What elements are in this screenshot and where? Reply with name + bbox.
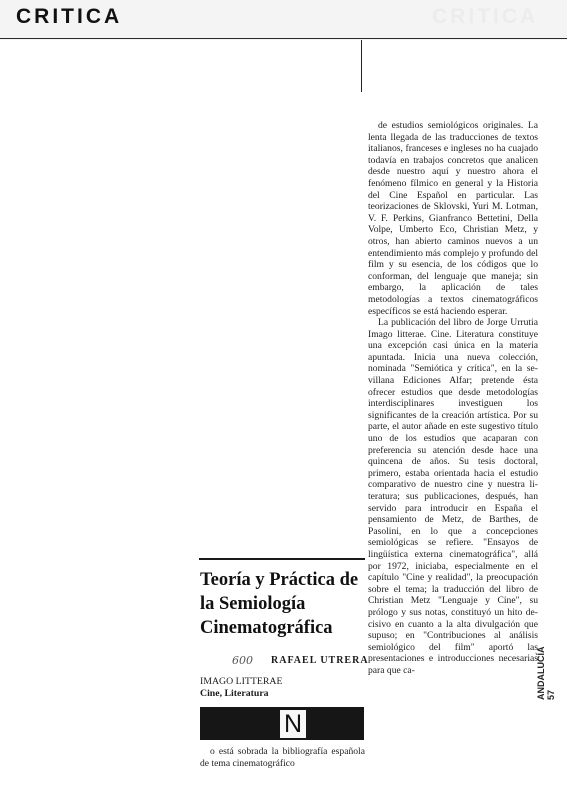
handwritten-note: 600 <box>232 654 253 667</box>
title-rule <box>199 558 365 560</box>
column-paragraph-1: de estudios semiológicos originales. La lenta llegada de las traducciones de textos italianos, franceses e ingleses no ha cuajado todavía en trabajos concretos que analicen desde nuestro aquí y nuestro ahora el fenómeno fílmico en general y la Historia del Cine Español en particular. Las teorizaciones de Sklovski, Yuri M. Lotman, V. F. Perkins, Gianfranco Bettetini, Della Volpe, Umberto Eco, Christian Metz, y otros, han abierto caminos nuevos a un entendimiento más complejo y profundo del film y su esencia, de los códigos que lo conforman, del lenguaje que maneja; sin embargo, la aplicación de tales metodologías a textos cinematográficos específicos se está haciendo esperar. <box>368 120 538 317</box>
header-rule <box>0 38 567 39</box>
bleed-through-text: CRITICA <box>432 5 539 28</box>
article-lead <box>200 746 365 769</box>
section-header <box>0 0 567 40</box>
lead-paragraph: o está sobrada la bibliografía española de tema cinematográfico <box>200 746 365 769</box>
column-divider <box>361 40 362 92</box>
dropcap-letter: N <box>280 710 306 738</box>
page-folio: ANDALUCÍA 57 <box>536 646 556 700</box>
publication-subtitle: Cine, Literatura <box>200 688 269 699</box>
article-author: RAFAEL UTRERA <box>271 655 369 666</box>
column-paragraph-2: La publicación del libro de Jorge Urrutia Imago litterae. Cine. Literatura constituye una excepción casi única en la materia apuntada. Inicia una nueva colección, nominada "Semiótica y crítica", en la sevillana Ediciones Alfar; pretende ésta ofrecer estudios que desde metodologías interdisciplinares investiguen los significantes de la creación artística. Por su parte, el autor añade en este sugestivo título uno de los estudios que acaparan con preferencia su atención desde hace una quincena de años. Su tesis doctoral, primero, estaba orientada hacia el estudio comparativo de nuestro cine y nuestra literatura; sus publicaciones, después, han servido para introducir en España el pensamiento de Metz, de Barthes, de Pasolini, en lo que a concepciones semiológicas se refiere. "Ensayos de lingüística externa cinematográfica", allá por 1972, iniciaba, especialmente en el capítulo "Cine y realidad", la preocupación sobre el tema; la traducción del libro de Christian Metz "Lenguaje y Cine", su prólogo y sus notas, constituyó un hito decisivo en cuanto a la alta divulgación que supuso; en "Contribuciones al análisis semiológico del film" aportó las presentaciones e introducciones necesarias para que ca- <box>368 317 538 676</box>
article-title: Teoría y Práctica de la Semiología Cinematográfica <box>200 570 359 638</box>
section-label: CRITICA <box>16 5 123 28</box>
article-column <box>368 120 538 800</box>
publication-title: IMAGO LITTERAE <box>200 676 283 687</box>
